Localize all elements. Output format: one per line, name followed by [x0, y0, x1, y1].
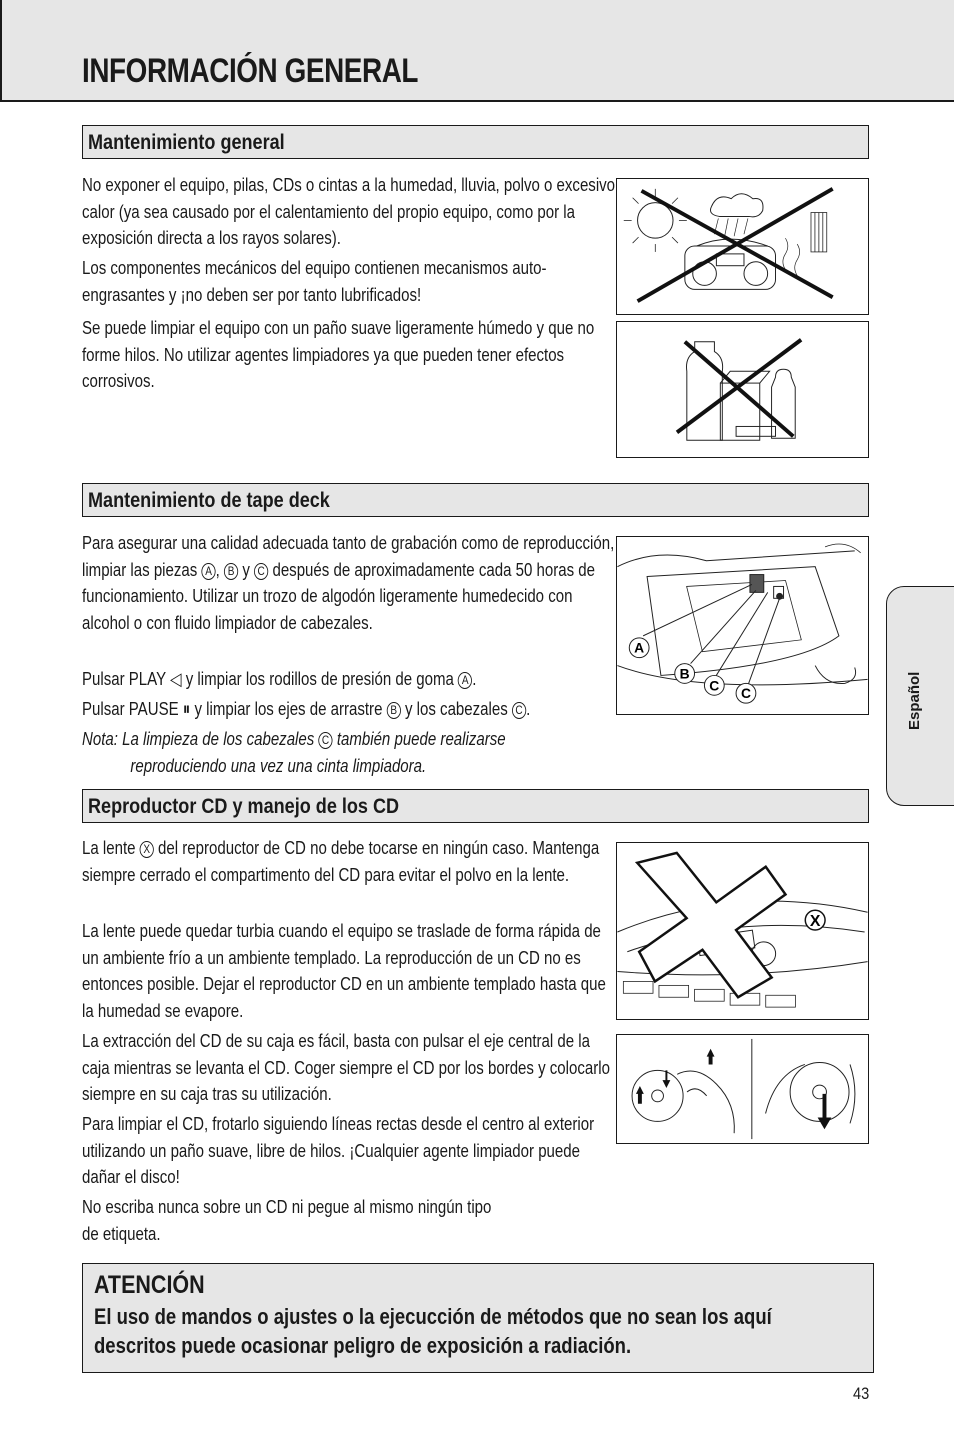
text-run: del reproductor de CD no debe tocarse en ningún caso. Mantenga siempre cerrado el compartimento del CD para evitar el polvo en la lente.	[82, 838, 600, 885]
text-run: ,	[215, 559, 225, 580]
label-x: X	[140, 841, 154, 858]
tape-label-a: A	[634, 639, 645, 656]
page-title: INFORMACIÓN GENERAL	[82, 52, 419, 90]
section-heading-text: Reproductor CD y manejo de los CD	[88, 795, 400, 818]
text-run: reproduciendo una vez una cinta limpiadora.	[130, 755, 427, 776]
text-run: Pulsar PAUSE ⏸ y limpiar los ejes de arrastre	[82, 699, 387, 719]
crossed-out-cleaners-icon	[617, 322, 868, 457]
section-heading-cd	[82, 789, 869, 823]
section-heading-tape	[82, 483, 869, 517]
illustration-no-cleaning-agents	[616, 321, 869, 458]
general-paragraph-1: No exponer el equipo, pilas, CDs o cintas a la humedad, lluvia, polvo o excesivo calor (ya sea causado por el calentamiento del propio equipo, como por la exposición directa a los rayos solares).	[82, 175, 616, 248]
tape-label-c1: C	[709, 677, 720, 694]
text-run: .	[526, 699, 531, 719]
label-b: B	[387, 702, 401, 719]
text-run: de etiqueta.	[82, 1223, 161, 1244]
cd-paragraph-2: La lente puede quedar turbia cuando el equipo se traslade de forma rápida de un ambiente frío a un ambiente templado. La reproducción de un CD no es entonces posible. Dejar el reproductor CD en un ambiente templado hasta que la humedad se evapore.	[82, 921, 606, 1021]
cd-paragraph-1	[82, 835, 616, 888]
section-heading-general	[82, 125, 869, 159]
section-heading-text: Mantenimiento general	[88, 131, 285, 154]
illustration-tape-deck	[616, 536, 869, 715]
label-a: A	[201, 563, 215, 580]
label-c: C	[254, 563, 268, 580]
text-run: Pulsar PLAY ◁ y limpiar los rodillos de presión de goma	[82, 669, 459, 689]
text-run: La lente	[82, 838, 140, 858]
crossed-out-radio-icon	[617, 179, 868, 314]
warning-text: El uso de mandos o ajustes o la ejecucción de métodos que no sean los aquí descritos puede ocasionar peligro de exposición a radiación.	[94, 1304, 772, 1358]
label-a: A	[458, 672, 472, 689]
cd-label-x: X	[809, 913, 821, 931]
language-tab-label: Español	[906, 671, 923, 730]
tape-paragraph-3	[82, 696, 616, 723]
text-run: y los cabezales	[400, 699, 512, 719]
label-c: C	[512, 702, 526, 719]
illustration-cd-handling	[616, 1034, 869, 1144]
text-run: Nota: La limpieza de los cabezales	[82, 729, 319, 749]
label-b: B	[224, 563, 238, 580]
text-run: y	[238, 559, 255, 580]
text-run: .	[472, 669, 477, 689]
cd-lens-do-not-touch-icon	[617, 843, 868, 1019]
cd-paragraph-5	[82, 1194, 616, 1247]
text-run: después de aproximadamente cada 50 horas de funcionamiento. Utilizar un trozo de algodón ligeramente humedecido con alcohol o con fluido limpiador de cabezales.	[82, 559, 595, 633]
illustration-cd-lens	[616, 842, 869, 1020]
warning-title: ATENCIÓN	[94, 1271, 205, 1299]
tape-paragraph-1	[82, 530, 616, 636]
tape-label-b: B	[679, 665, 690, 682]
text-run: también puede realizarse	[332, 729, 506, 749]
illustration-no-heat-moisture	[616, 178, 869, 315]
general-paragraph-3: Se puede limpiar el equipo con un paño suave ligeramente húmedo y que no forme hilos. No utilizar agentes limpiadores ya que pueden tener efectos corrosivos.	[82, 318, 595, 391]
cd-handling-icon	[617, 1035, 868, 1143]
cd-paragraph-4: Para limpiar el CD, frotarlo siguiendo líneas rectas desde el centro al exterior utilizando un paño suave, libre de hilos. ¡Cualquier agente limpiador puede dañar el disco!	[82, 1114, 595, 1187]
text-run: Para asegurar una calidad adecuada tanto de grabación como de reproducción, limpiar las piezas	[82, 533, 615, 580]
text-run: No escriba nunca sobre un CD ni pegue al mismo ningún tipo	[82, 1197, 492, 1217]
cd-paragraph-3: La extracción del CD de su caja es fácil, basta con pulsar el eje central de la caja mientras se levanta el CD. Coger siempre el CD por los bordes y colocarlo siempre en su caja tras su utilización.	[82, 1031, 610, 1104]
tape-paragraph-2	[82, 666, 616, 693]
label-c: C	[318, 732, 332, 749]
tape-note	[82, 726, 616, 779]
tape-label-c2: C	[740, 685, 751, 702]
page-number: 43	[853, 1384, 870, 1403]
general-paragraph-2: Los componentes mecánicos del equipo contienen mecanismos auto-engrasantes y ¡no deben ser por tanto lubrificados!	[82, 258, 547, 305]
section-heading-text: Mantenimiento de tape deck	[88, 489, 330, 512]
tape-deck-heads-icon	[617, 537, 868, 714]
